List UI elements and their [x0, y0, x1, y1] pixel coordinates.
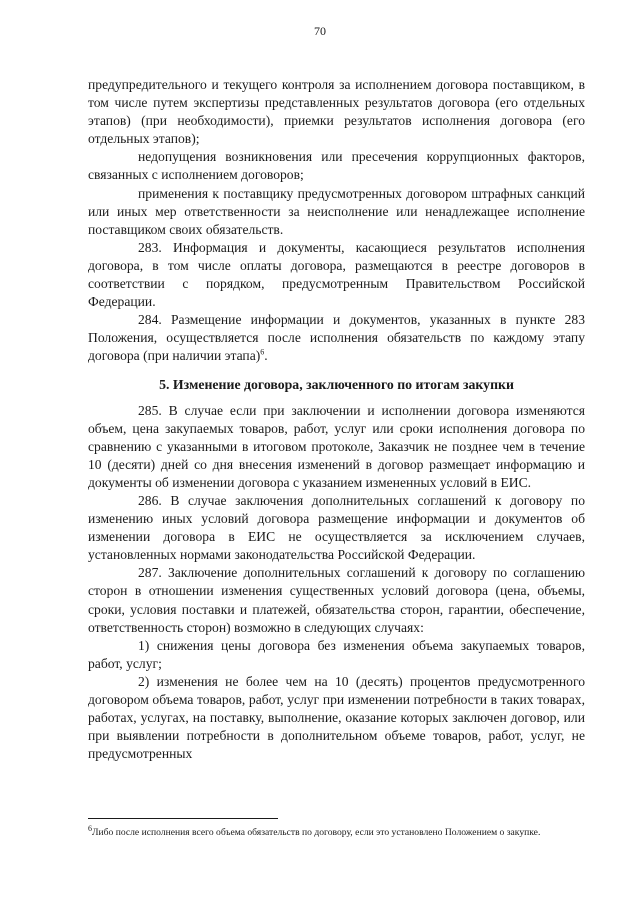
- page-number: 70: [314, 24, 326, 38]
- list-item-1: 1) снижения цены договора без изменения объема закупаемых товаров, работ, услуг;: [88, 637, 585, 671]
- paragraph-corruption-factors: недопущения возникновения или пресечения коррупционных факторов, связанных с исполнением договоров;: [88, 149, 585, 183]
- footnote-divider: [88, 818, 278, 819]
- section-heading: 5. Изменение договора, заключенного по итогам закупки: [159, 376, 514, 392]
- paragraph-284-text: 284. Размещение информации и документов, указанных в пункте 283 Положения, осуществляется после исполнения обязательств по каждому этапу договора (при наличии этапа): [88, 312, 585, 364]
- document-body: [88, 76, 585, 763]
- paragraph-285: 285. В случае если при заключении и исполнении договора изменяются объем, цена закупаемых товаров, работ, услуг или сроки исполнения договора по сравнению с указанными в итоговом протоколе, Заказчик не позднее чем в течение 10 (десяти) дней со дня внесения изменений в договор размещает информацию и документы об изменении договора с указанием измененных условий в ЕИС.: [88, 402, 585, 490]
- paragraph-284-suffix: .: [264, 348, 268, 364]
- paragraph-286: 286. В случае заключения дополнительных соглашений к договору по изменению иных условий договора размещение информации и документов об изменении договора в ЕИС не осуществляется за исключением случаев, установленных нормами законодательства Российской Федерации.: [88, 492, 585, 563]
- list-item-2: 2) изменения не более чем на 10 (десять) процентов предусмотренного договором объема товаров, работ, услуг при изменении потребности в таких товарах, работах, услугах, на поставку, выполнение, оказание которых заключен договор, или при выявлении потребности в дополнительном объеме товаров, работ, услуг, не предусмотренных: [88, 673, 585, 762]
- footnote-mark: 6: [88, 823, 92, 833]
- paragraph-287: 287. Заключение дополнительных соглашений к договору по соглашению сторон в отношении изменения существенных условий договора (цена, объемы, сроки, условия поставки и платежей, обязательства сторон, гарантии, обеспечение, ответственность сторон) возможно в следующих случаях:: [88, 565, 585, 635]
- footnote-text: Либо после исполнения всего объема обязательств по договору, если это установлено Положением о закупке.: [92, 827, 541, 838]
- footnote: [88, 823, 585, 840]
- paragraph-284: [88, 311, 585, 365]
- paragraph-283: 283. Информация и документы, касающиеся результатов исполнения договора, в том числе оплаты договора, размещаются в реестре договоров в соответствии с порядком, предусмотренным Правительством Российской Федерации.: [88, 239, 585, 310]
- paragraph-penalties: применения к поставщику предусмотренных договором штрафных санкций или иных мер ответственности за неисполнение или ненадлежащее исполнение поставщиком своих обязательств.: [88, 185, 585, 237]
- footnote-reference: 6: [260, 347, 265, 357]
- paragraph-control-continuation: предупредительного и текущего контроля за исполнением договора поставщиком, в том числе путем экспертизы представленных результатов договора (его отдельных этапов) (при необходимости), приемки результатов исполнения договора (его отдельных этапов);: [88, 77, 585, 147]
